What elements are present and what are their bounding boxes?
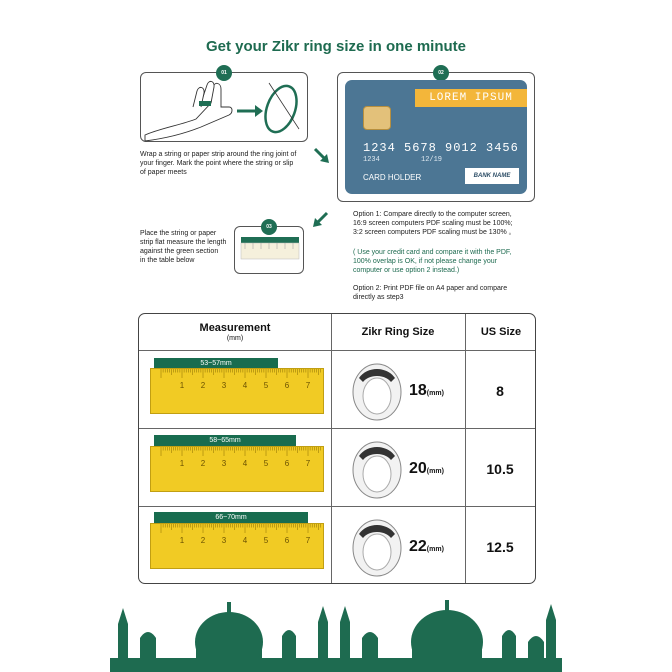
column-divider xyxy=(331,314,332,584)
step-1-line-1: Wrap a string or paper strip around the ring joint of xyxy=(140,151,297,158)
step-1-line-3: of paper meets xyxy=(140,169,187,176)
zikr-ring-icon xyxy=(347,356,407,424)
ruler-ticks xyxy=(151,524,325,570)
option-2-line-1: Option 2: Print PDF file on A4 paper and compare xyxy=(353,285,508,292)
option-2-line-2: directly as step3 xyxy=(353,294,404,301)
step-3-line-4: in the table below xyxy=(140,257,195,264)
size-range-strip: 66~70mm xyxy=(154,512,308,523)
note-line-1: ( Use your credit card and compare it with the PDF, xyxy=(353,249,512,256)
header-measurement xyxy=(139,314,331,350)
ruler xyxy=(150,446,324,492)
header-measurement-label: Measurement xyxy=(199,322,271,334)
step-3-line-1: Place the string or paper xyxy=(140,230,217,237)
ring-size-value xyxy=(409,382,444,400)
option-note-text xyxy=(353,248,543,275)
size-range-strip: 58~65mm xyxy=(154,435,296,446)
step-2-badge: 02 xyxy=(433,65,449,81)
ruler-number: 7 xyxy=(305,381,311,390)
ruler-number: 2 xyxy=(200,381,206,390)
ruler-number: 3 xyxy=(221,459,227,468)
ruler-number: 1 xyxy=(179,536,185,545)
ruler-number: 6 xyxy=(284,536,290,545)
step-1-badge: 01 xyxy=(216,65,232,81)
ring-size-number: 18 xyxy=(409,382,427,399)
ruler-ticks xyxy=(151,447,325,493)
us-size-value: 10.5 xyxy=(486,461,514,477)
ruler-number: 2 xyxy=(200,536,206,545)
arrow-down-right-icon xyxy=(312,146,332,166)
card-bank-name: BANK NAME xyxy=(465,168,519,184)
step-3-text xyxy=(140,229,240,265)
ring-size-unit: (mm) xyxy=(426,546,444,553)
credit-card-illustration xyxy=(345,80,527,194)
ruler xyxy=(150,368,324,414)
ruler-number: 4 xyxy=(242,536,248,545)
card-expiry: 12/19 xyxy=(421,156,443,164)
option-1-text xyxy=(353,210,543,237)
hand-with-ring-icon xyxy=(141,73,309,143)
card-banner: LOREM IPSUM xyxy=(415,89,527,107)
ring-size-unit: (mm) xyxy=(426,468,444,475)
us-size-value: 8 xyxy=(496,383,504,399)
header-zikr-size: Zikr Ring Size xyxy=(361,326,435,338)
ruler-ticks xyxy=(151,369,325,415)
ruler-number: 5 xyxy=(263,459,269,468)
row-divider xyxy=(139,428,536,429)
size-table xyxy=(138,313,536,584)
zikr-ring-icon xyxy=(347,434,407,502)
step-1-line-2: your finger. Mark the point where the string or slip xyxy=(140,160,294,167)
row-divider xyxy=(139,350,536,351)
card-chip-icon xyxy=(363,106,391,130)
ruler-number: 1 xyxy=(179,381,185,390)
ruler-number: 3 xyxy=(221,381,227,390)
step-3-badge: 03 xyxy=(261,219,277,235)
ruler-number: 4 xyxy=(242,381,248,390)
ruler-number: 3 xyxy=(221,536,227,545)
ruler-number: 5 xyxy=(263,536,269,545)
ruler-number: 4 xyxy=(242,459,248,468)
option-2-text xyxy=(353,284,543,302)
step-3-line-3: against the green section xyxy=(140,248,219,255)
note-line-3: computer or use option 2 instead.) xyxy=(353,267,460,274)
row-divider xyxy=(139,506,536,507)
us-size-value: 12.5 xyxy=(486,539,514,555)
step-3-line-2: strip flat measure the length xyxy=(140,239,227,246)
note-line-2: 100% overlap is OK, if not please change your xyxy=(353,258,497,265)
card-number: 1234 5678 9012 3456 xyxy=(363,141,519,155)
zikr-ring-icon xyxy=(347,512,407,580)
mosque-skyline-decoration xyxy=(0,600,672,672)
card-holder: CARD HOLDER xyxy=(363,173,422,182)
ruler-number: 1 xyxy=(179,459,185,468)
ruler-number: 7 xyxy=(305,536,311,545)
header-measurement-unit: (mm) xyxy=(226,335,244,342)
size-range-strip: 53~57mm xyxy=(154,358,278,369)
ruler-number: 6 xyxy=(284,459,290,468)
card-sub-number: 1234 xyxy=(363,156,380,164)
option-1-line-3: 3:2 screen computers PDF scaling must be 130% 。 xyxy=(353,229,516,236)
option-1-line-1: Option 1: Compare directly to the computer screen, xyxy=(353,211,512,218)
header-us-size: US Size xyxy=(480,326,522,338)
ruler-number: 7 xyxy=(305,459,311,468)
ruler-number: 2 xyxy=(200,459,206,468)
ring-size-number: 20 xyxy=(409,460,427,477)
ruler-number: 5 xyxy=(263,381,269,390)
ruler-number: 6 xyxy=(284,381,290,390)
ruler xyxy=(150,523,324,569)
arrow-down-left-icon xyxy=(310,210,330,230)
page-title: Get your Zikr ring size in one minute xyxy=(205,38,467,55)
option-1-line-2: 16:9 screen computers PDF scaling must be 100%; xyxy=(353,220,513,227)
ring-size-value xyxy=(409,460,444,478)
ring-size-value xyxy=(409,538,444,556)
step-1-text xyxy=(140,150,340,177)
ring-size-number: 22 xyxy=(409,538,427,555)
ring-size-unit: (mm) xyxy=(426,390,444,397)
step-1-illustration xyxy=(140,72,308,142)
